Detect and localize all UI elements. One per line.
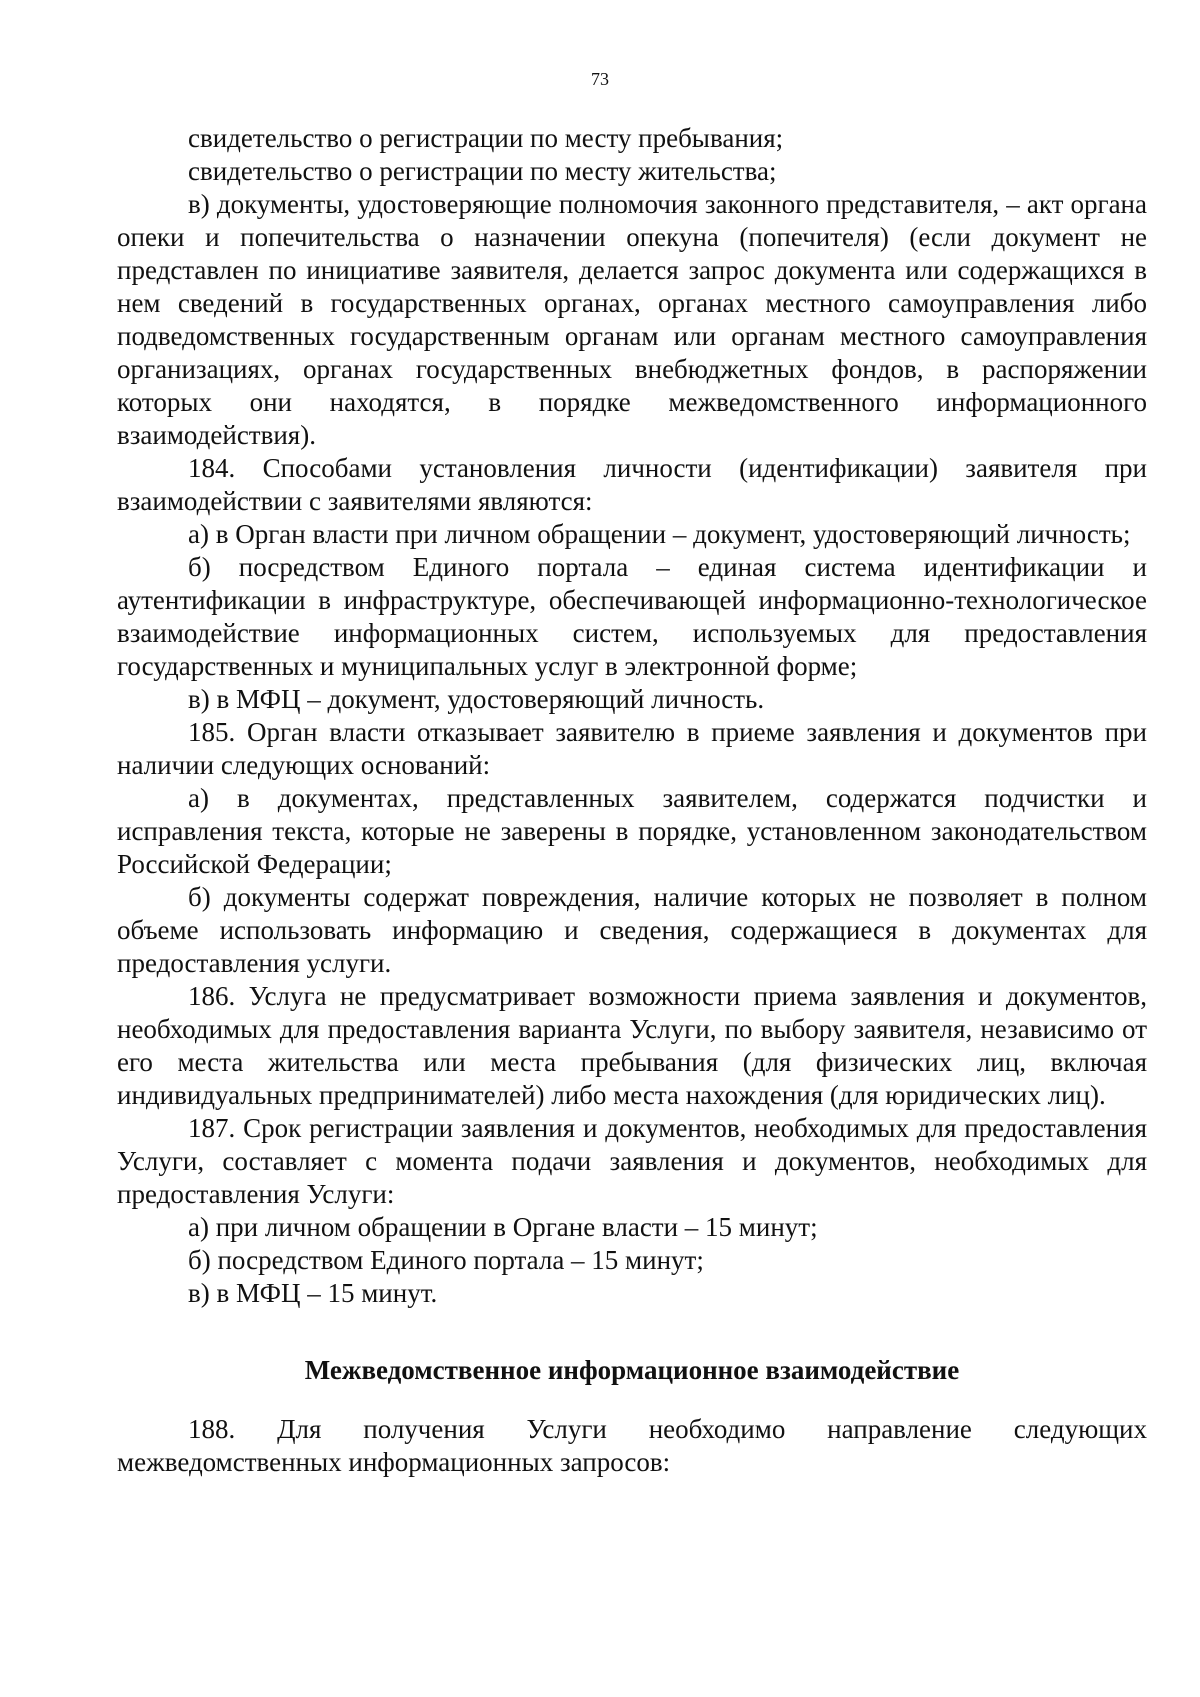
paragraph: свидетельство о регистрации по месту пребывания; bbox=[188, 123, 784, 153]
paragraph: а) при личном обращении в Органе власти – 15 минут; bbox=[188, 1212, 818, 1242]
paragraph: б) посредством Единого портала – единая система идентификации и аутентификации в инфраструктуре, обеспечивающей информационно-технологическое взаимодействие информационных систем, используемых для предоставления государственных и муниципальных услуг в электронной форме; bbox=[117, 552, 1147, 681]
paragraph: в) в МФЦ – документ, удостоверяющий личность. bbox=[188, 684, 765, 714]
paragraph: 186. Услуга не предусматривает возможности приема заявления и документов, необходимых для предоставления варианта Услуги, по выбору заявителя, независимо от его места жительства или места пребывания (для физических лиц, включая индивидуальных предпринимателей) либо места нахождения (для юридических лиц). bbox=[117, 981, 1147, 1110]
paragraph: свидетельство о регистрации по месту жительства; bbox=[188, 156, 777, 186]
paragraph: 184. Способами установления личности (идентификации) заявителя при взаимодействии с заявителями являются: bbox=[117, 453, 1147, 516]
paragraph: в) в МФЦ – 15 минут. bbox=[188, 1278, 438, 1308]
paragraph: а) в документах, представленных заявителем, содержатся подчистки и исправления текста, которые не заверены в порядке, установленном законодательством Российской Федерации; bbox=[117, 783, 1147, 879]
paragraph: 187. Срок регистрации заявления и документов, необходимых для предоставления Услуги, составляет с момента подачи заявления и документов, необходимых для предоставления Услуги: bbox=[117, 1113, 1147, 1209]
paragraph: в) документы, удостоверяющие полномочия законного представителя, – акт органа опеки и попечительства о назначении опекуна (попечителя) (если документ не представлен по инициативе заявителя, делается запрос документа или содержащихся в нем сведений в государственных органах, органах местного самоуправления либо подведомственных государственным органам или органам местного самоуправления организациях, органах государственных внебюджетных фондов, в распоряжении которых они находятся, в порядке межведомственного информационного взаимодействия). bbox=[117, 189, 1147, 450]
paragraph: а) в Орган власти при личном обращении – документ, удостоверяющий личность; bbox=[188, 519, 1131, 549]
paragraph: б) документы содержат повреждения, наличие которых не позволяет в полном объеме использовать информацию и сведения, содержащиеся в документах для предоставления услуги. bbox=[117, 882, 1147, 978]
paragraph: б) посредством Единого портала – 15 минут; bbox=[188, 1245, 704, 1275]
page-number: 73 bbox=[591, 69, 609, 89]
paragraph: 188. Для получения Услуги необходимо направление следующих межведомственных информационных запросов: bbox=[117, 1414, 1147, 1477]
section-heading: Межведомственное информационное взаимодействие bbox=[304, 1355, 960, 1385]
document-body bbox=[117, 122, 1147, 1479]
paragraph: 185. Орган власти отказывает заявителю в приеме заявления и документов при наличии следующих оснований: bbox=[117, 717, 1147, 780]
